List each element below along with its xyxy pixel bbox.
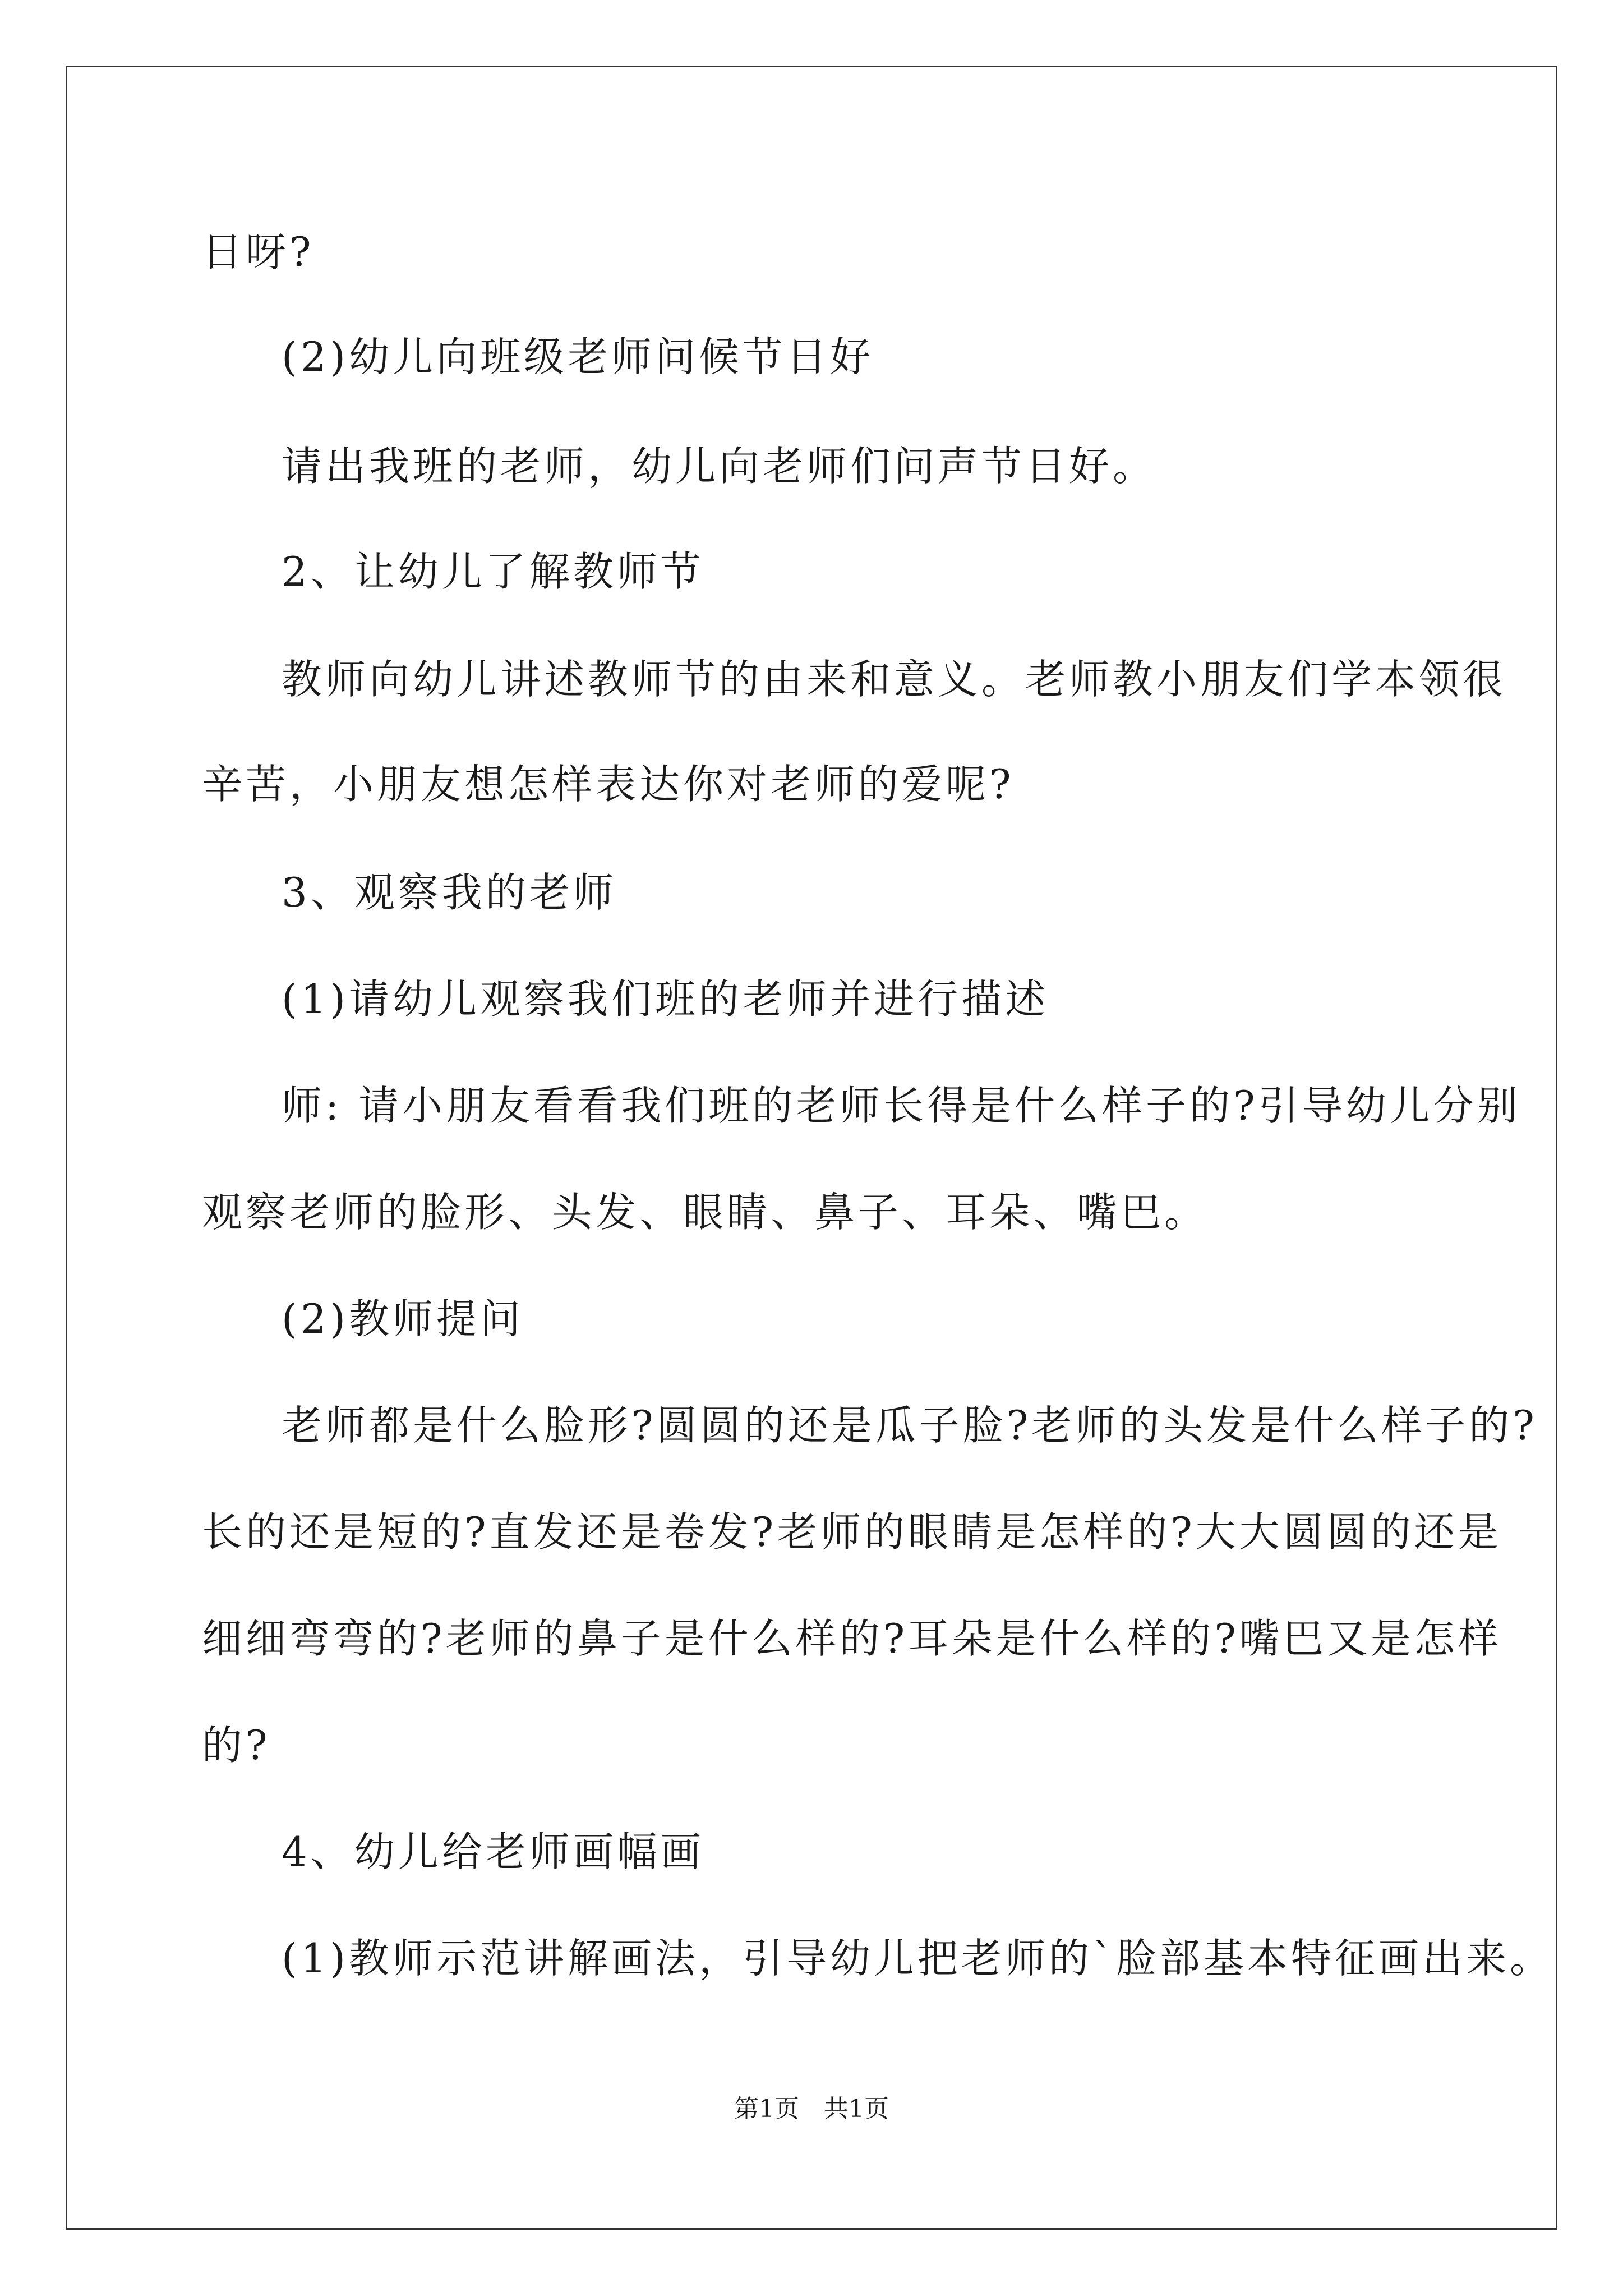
text-line: 请出我班的老师，幼儿向老师们问声节日好。 [282,443,1157,490]
text-line: 辛苦，小朋友想怎样表达你对老师的爱呢? [202,761,1015,808]
page-footer: 第1页 共1页 [734,2095,889,2123]
text-line: (2)幼儿向班级老师问候节日好 [282,333,874,380]
text-line: 3、观察我的老师 [282,869,617,916]
text-line: 细细弯弯的?老师的鼻子是什么样的?耳朵是什么样的?嘴巴又是怎样 [202,1615,1502,1662]
text-line: 教师向幼儿讲述教师节的由来和意义。老师教小朋友们学本领很 [282,656,1507,703]
text-line: (1)请幼儿观察我们班的老师并进行描述 [282,976,1049,1023]
text-line: 4、幼儿给老师画幅画 [282,1828,704,1875]
text-line: 观察老师的脸形、头发、眼睛、鼻子、耳朵、嘴巴。 [202,1189,1209,1236]
text-line: 2、让幼儿了解教师节 [282,548,704,595]
text-line: 老师都是什么脸形?圆圆的还是瓜子脸?老师的头发是什么样子的? [282,1402,1538,1449]
text-line: 师: 请小朋友看看我们班的老师长得是什么样子的?引导幼儿分别 [282,1082,1521,1129]
text-line: 日呀? [202,228,315,275]
text-line: 长的还是短的?直发还是卷发?老师的眼睛是怎样的?大大圆圆的还是 [202,1508,1502,1556]
text-line: (2)教师提问 [282,1295,524,1342]
text-line: 的? [202,1722,271,1769]
page-border [66,66,1557,2230]
text-line: (1)教师示范讲解画法，引导幼儿把老师的`脸部基本特征画出来。 [282,1935,1553,1982]
